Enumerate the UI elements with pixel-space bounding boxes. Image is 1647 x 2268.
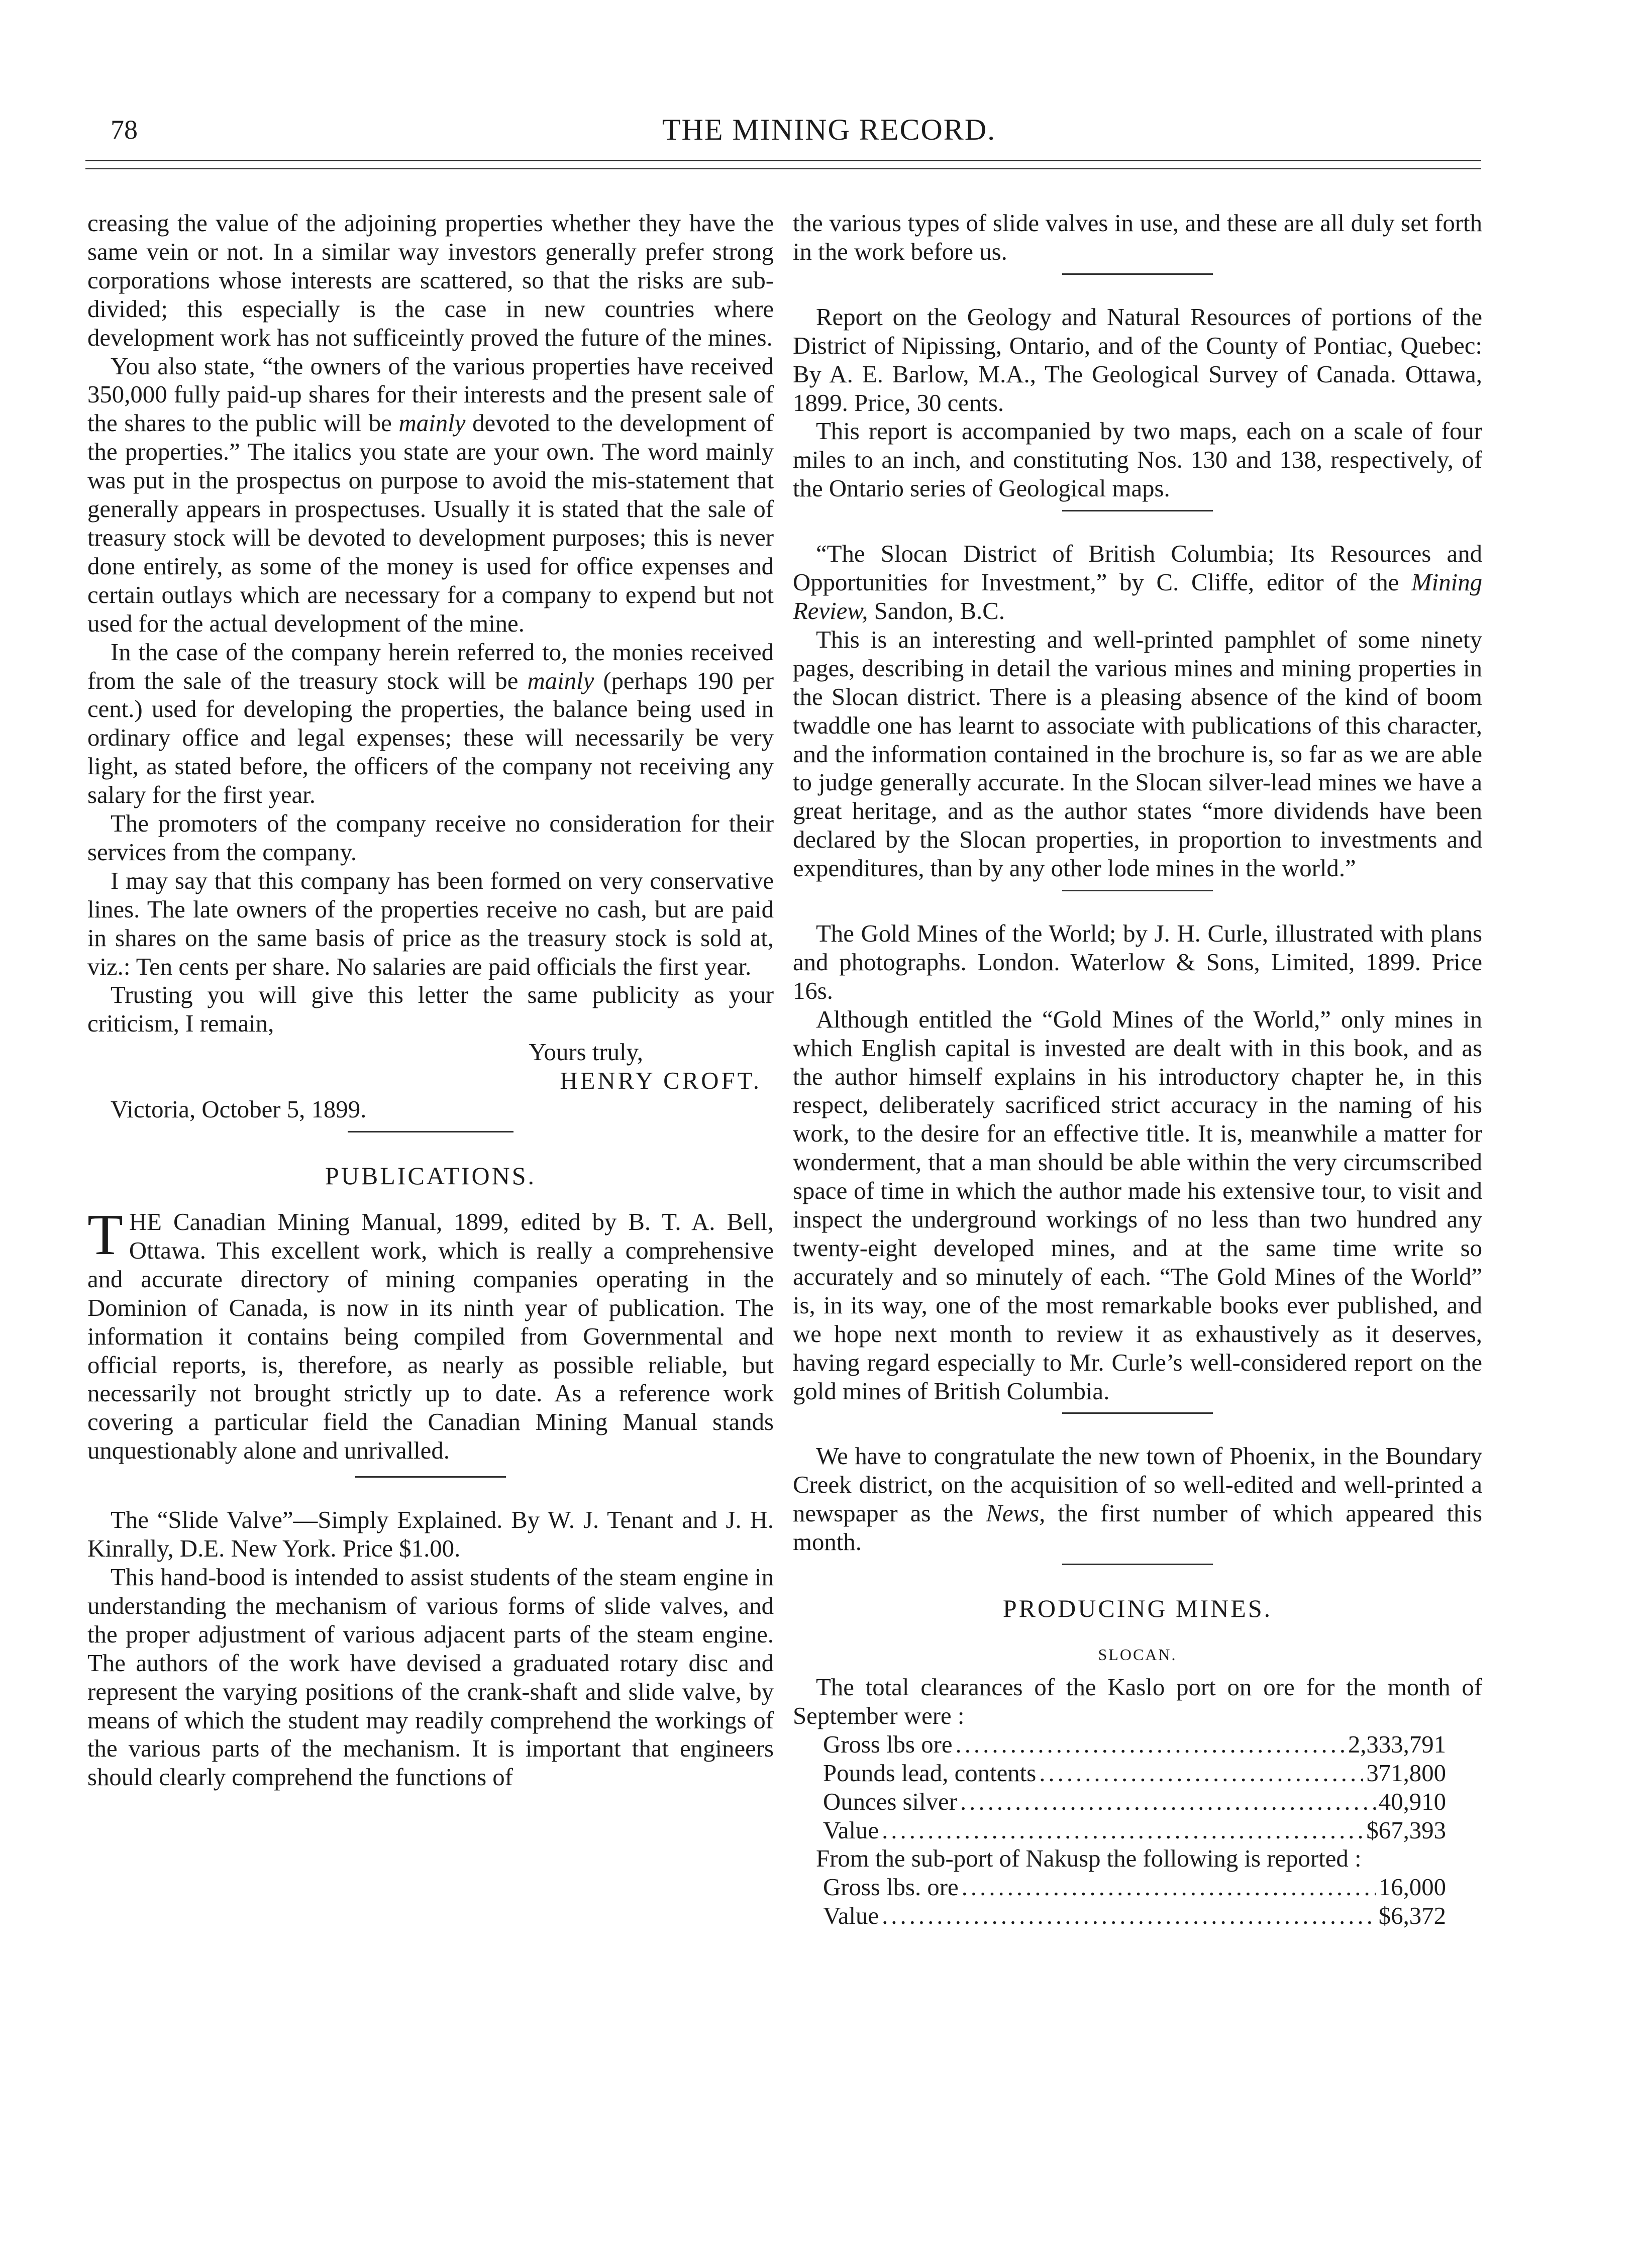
letter-dateline: Victoria, October 5, 1899. [111,1096,367,1123]
slocan-subheading: SLOCAN. [1098,1645,1177,1664]
stat-label: Gross lbs ore [823,1730,953,1758]
letter-paragraph: I may say that this company has been formed on very conservative lines. The late owners of the properties receive no cash, but are paid in shares on the same basis of price as the treasury stock is sold at, viz.: Ten cents per share. No salaries are paid officials the first year. [87,867,774,980]
stat-row [823,1816,1446,1845]
letter-signature: HENRY CROFT. [560,1067,762,1095]
publication-citation: Report on the Geology and Natural Resources of portions of the District of Nipissing, Ontario, and of the County of Pontiac, Quebec: By A. E. Barlow, M.A., The Geological Survey of Canada. Ottawa, 1899. Price, 30 cents. [793,303,1482,417]
header-double-rule [85,160,1481,169]
text-run: We have to congratulate the new town of Phoenix, in the Boundary Creek district, on the acquisition of so well-edited and well-printed a newspaper as the [793,1442,1482,1527]
publication-citation [793,540,1482,626]
section-divider [1062,1412,1213,1414]
text-run: You also state, “the owners of the various properties have received 350,000 fully paid-up shares for their interests and the present sale of the shares to the public will be [87,352,774,437]
kaslo-stats-table [793,1730,1482,1845]
dot-leader [882,1816,1363,1845]
publication-citation: The Gold Mines of the World; by J. H. Curle, illustrated with plans and photographs. London. Waterlow & Sons, Limited, 1899. Price 16s. [793,920,1482,1004]
letter-paragraph [87,638,774,809]
letter-paragraph: The promoters of the company receive no consideration for their services from the company. [87,810,774,866]
publication-review: the various types of slide valves in use, and these are all duly set forth in the work before us. [793,210,1482,265]
publication-review [87,1203,774,1465]
stat-label: Gross lbs. ore [823,1874,959,1901]
stat-row [823,1730,1446,1759]
stat-label: Ounces silver [823,1788,957,1815]
dot-leader [960,1788,1376,1816]
publication-review: This is an interesting and well-printed pamphlet of some ninety pages, describing in detail the various mines and mining properties in the Slocan district. There is a pleasing absence of the kind of boom twaddle one has learnt to associate with publications of this character, and the information contained in the brochure is, so far as we are able to judge generally accurate. In the Slocan silver-lead mines we have a great heritage, and as the author states “more dividends have been declared by the Slocan properties, in proportion to investments and expenditures, than by any other lode mines in the world.” [793,626,1482,882]
publication-review: This hand-bood is intended to assist students of the steam engine in understanding the mechanism of various forms of slide valves, and the proper adjustment of various adjacent parts of the steam engine. The authors of the work have devised a graduated rotary disc and represent the varying positions of the crank-shaft and slide valve, by means of which the student may readily comprehend the workings of the various parts of the mechanism. It is important that engineers should clearly comprehend the functions of [87,1563,774,1791]
text-run: In the case of the company herein referred to, the monies received from the sale of the treasury stock will be [87,638,774,694]
text-run: devoted to the development of the properties.” The italics you state are your own. The word mainly was put in the prospectus on purpose to avoid the mis-statement that generally appears in prospectuses. Usually it is stated that the sale of treasury stock will be devoted to development purposes; this is never done entirely, as some of the money is used for office expenses and certain outlays which are necessary for a company to expend but not used for the actual development of the mine. [87,409,774,637]
stat-row [823,1759,1446,1788]
stat-row [823,1902,1446,1930]
section-divider [355,1476,506,1478]
stat-value: 371,800 [1366,1759,1446,1787]
text-run: (perhaps 190 per cent.) used for developing the properties, the balance being used in ordinary office and legal expenses; these will necessarily be very light, as stated before, the officers of the company not receiving any salary for the first year. [87,667,774,809]
drop-cap: T [87,1203,123,1267]
dot-leader [962,1873,1376,1902]
text-run: the first number of which appeared this month. [793,1500,1482,1556]
publications-heading: PUBLICATIONS. [325,1162,537,1190]
section-divider [1062,273,1213,275]
producing-mines-heading: PRODUCING MINES. [1002,1594,1273,1623]
nakusp-stats-table [793,1873,1482,1930]
nakusp-intro: From the sub-port of Nakusp the following is reported : [816,1845,1362,1873]
dot-leader [956,1730,1345,1759]
text-run: “The Slocan District of British Columbia; Its Resources and Opportunities for Investment,” by C. Cliffe, editor of the [793,540,1482,596]
dot-leader [882,1902,1376,1930]
stat-value: $6,372 [1378,1902,1446,1930]
stat-value: 40,910 [1378,1788,1446,1815]
letter-paragraph: Trusting you will give this letter the same publicity as your criticism, I remain, [87,981,774,1038]
section-divider [1062,890,1213,891]
running-head: THE MINING RECORD. [662,113,996,146]
stat-value: $67,393 [1366,1816,1446,1844]
publication-review: This report is accompanied by two maps, each on a scale of four miles to an inch, and constituting Nos. 130 and 138, respectively, of the Ontario series of Geological maps. [793,418,1482,502]
page-number: 78 [111,115,138,145]
kaslo-intro: The total clearances of the Kaslo port on ore for the month of September were : [793,1673,1482,1729]
publication-citation: The “Slide Valve”—Simply Explained. By W. J. Tenant and J. H. Kinrally, D.E. New York. Price $1.00. [87,1506,774,1563]
stat-value: 2,333,791 [1348,1730,1446,1758]
text-run: HE Canadian Mining Manual, 1899, edited by B. T. A. Bell, Ottawa. This excellent work, which is really a comprehensive and accurate directory of mining companies operating in the Dominion of Canada, is now in its ninth year of publication. The information it contains being compiled from Governmental and official reports, is, therefore, as nearly as possible reliable, but necessarily not brought strictly up to date. As a reference work covering a particular field the Canadian Mining Manual stands unquestionably alone and unrivalled. [87,1208,774,1465]
letter-closing: Yours truly, [529,1039,643,1066]
stat-label: Pounds lead, contents [823,1759,1037,1787]
right-column [793,209,1482,1930]
letter-paragraph: creasing the value of the adjoining properties whether they have the same vein or not. In a similar way investors generally prefer strong corporations whose interests are scattered, so that the risks are sub-divided; this especially is the case in new countries where development work has not sufficeintly proved the future of the mines. [87,210,774,351]
letter-paragraph [87,352,774,638]
publication-review: Although entitled the “Gold Mines of the World,” only mines in which English capital is invested are dealt with in this book, and as the author himself explains in his introductory chapter he, in this respect, deliberately sacrificed strict accuracy in the naming of his work, to the desire for an effective title. It is, meanwhile a matter for wonderment, that a man should be able within the very circumscribed space of time in which the author made his extensive tour, to visit and inspect the underground workings of no less than two hundred any twenty-eight developed mines, and at the same time write so accurately and so minutely of each. “The Gold Mines of the World” is, in its way, one of the most remarkable books ever published, and we hope next month to review it as exhaustively as it deserves, having regard especially to Mr. Curle’s well-considered report on the gold mines of British Columbia. [793,1005,1482,1405]
italic-run: mainly [527,667,594,694]
stat-row [823,1788,1446,1816]
stat-label: Value [823,1816,879,1844]
dot-leader [1039,1759,1363,1788]
stat-row [823,1873,1446,1902]
text-run: Sandon, B.C. [868,597,1005,625]
news-note [793,1442,1482,1557]
section-divider [1062,510,1213,511]
italic-run: mainly [398,409,466,437]
italic-run: Mining Review, [793,569,1482,625]
section-divider [1062,1564,1213,1565]
left-column [87,209,774,1792]
italic-run: News, [986,1500,1046,1527]
stat-value: 16,000 [1378,1874,1446,1901]
section-divider [348,1131,513,1132]
stat-label: Value [823,1902,879,1930]
